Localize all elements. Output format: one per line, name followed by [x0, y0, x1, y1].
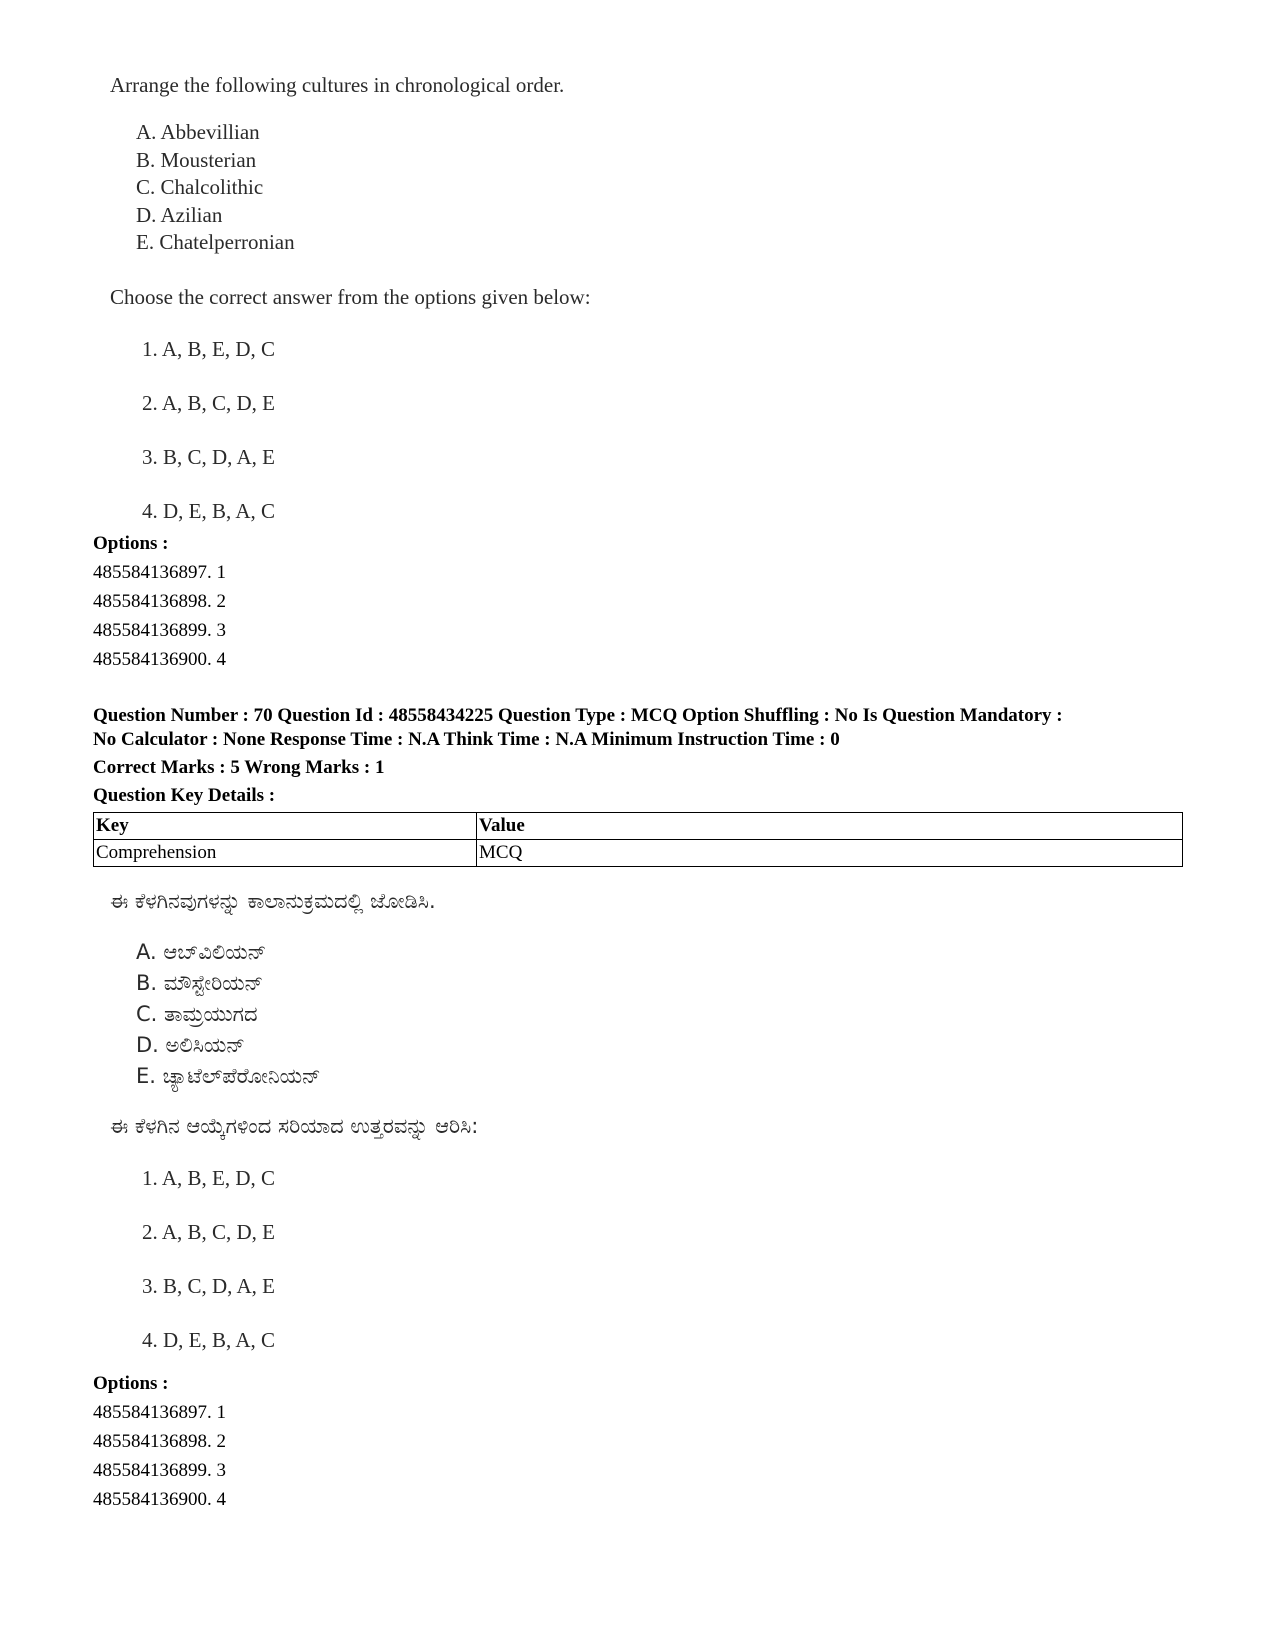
option-item: 485584136898. 2 [93, 591, 226, 612]
list-item: A. ಆಬ್‌ವಿಲಿಯನ್ [136, 940, 267, 964]
question-stem: Arrange the following cultures in chronological order. [110, 73, 565, 97]
answer-choice: 3. B, C, D, A, E [142, 444, 276, 469]
table-header-cell: Value [477, 813, 1183, 840]
answer-choice: 2. A, B, C, D, E [142, 1220, 276, 1244]
option-item: 485584136897. 1 [93, 562, 226, 583]
key-details-table [93, 812, 1183, 867]
list-item: B. Mousterian [136, 147, 257, 172]
option-item: 485584136900. 4 [93, 1489, 226, 1510]
option-item: 485584136900. 4 [93, 649, 226, 670]
option-item: 485584136897. 1 [93, 1402, 226, 1423]
list-item: D. ಅಲಿಸಿಯನ್ [136, 1033, 245, 1057]
marks-line: Correct Marks : 5 Wrong Marks : 1 [93, 757, 385, 778]
answer-choice: 4. D, E, B, A, C [142, 1328, 276, 1352]
question-metadata [93, 704, 1193, 867]
answer-choice: 2. A, B, C, D, E [142, 390, 276, 415]
options-list [93, 558, 1193, 674]
list-item: E. ಚ್ಯಾಟೆಲ್‌ಪೆರೋನಿಯನ್ [136, 1064, 321, 1088]
list-item: A. Abbevillian [136, 120, 260, 144]
answer-choice: 1. A, B, E, D, C [142, 336, 276, 361]
option-item: 485584136899. 3 [93, 1460, 226, 1481]
key-details-label: Question Key Details : [93, 785, 276, 806]
options-list [93, 1398, 1193, 1514]
answer-choices [110, 1164, 478, 1380]
list-item: C. ತಾಮ್ರಯುಗದ [136, 1002, 258, 1026]
answer-choice: 4. D, E, B, A, C [142, 498, 276, 523]
table-header-cell: Key [94, 813, 477, 840]
question-meta-line-2: No Calculator : None Response Time : N.A Think Time : N.A Minimum Instruction Time : 0 [93, 729, 840, 750]
options-section [93, 530, 1193, 674]
options-label: Options : [93, 533, 169, 554]
table-header-row [94, 813, 1183, 840]
list-item: D. Azilian [136, 202, 223, 227]
answer-choice: 3. B, C, D, A, E [142, 1274, 276, 1298]
choose-instruction: Choose the correct answer from the options given below: [110, 284, 591, 309]
question-meta-line-1: Question Number : 70 Question Id : 48558434225 Question Type : MCQ Option Shuffling : No Is Question Mandatory : [93, 705, 1063, 726]
answer-choice: 1. A, B, E, D, C [142, 1166, 276, 1190]
list-item: C. Chalcolithic [136, 175, 264, 199]
question-stem: ಈ ಕೆಳಗಿನವುಗಳನ್ನು ಕಾಲಾನುಕ್ರಮದಲ್ಲಿ ಜೋಡಿಸಿ. [110, 889, 436, 913]
answer-choices [110, 335, 591, 551]
list-item: E. Chatelperronian [136, 230, 295, 254]
table-cell: MCQ [477, 840, 1183, 867]
culture-list [110, 119, 591, 257]
question-image-english [110, 71, 591, 551]
question-image-kannada [110, 887, 478, 1380]
list-item: B. ಮೌಸ್ಟೇರಿಯನ್ [136, 971, 264, 995]
culture-list [110, 937, 478, 1092]
option-item: 485584136898. 2 [93, 1431, 226, 1452]
options-section [93, 1370, 1193, 1514]
table-cell: Comprehension [94, 840, 477, 867]
options-label: Options : [93, 1373, 169, 1394]
choose-instruction: ಈ ಕೆಳಗಿನ ಆಯ್ಕೆಗಳಿಂದ ಸರಿಯಾದ ಉತ್ತರವನ್ನು ಆರಿಸಿ: [110, 1114, 479, 1138]
table-row [94, 840, 1183, 867]
option-item: 485584136899. 3 [93, 620, 226, 641]
